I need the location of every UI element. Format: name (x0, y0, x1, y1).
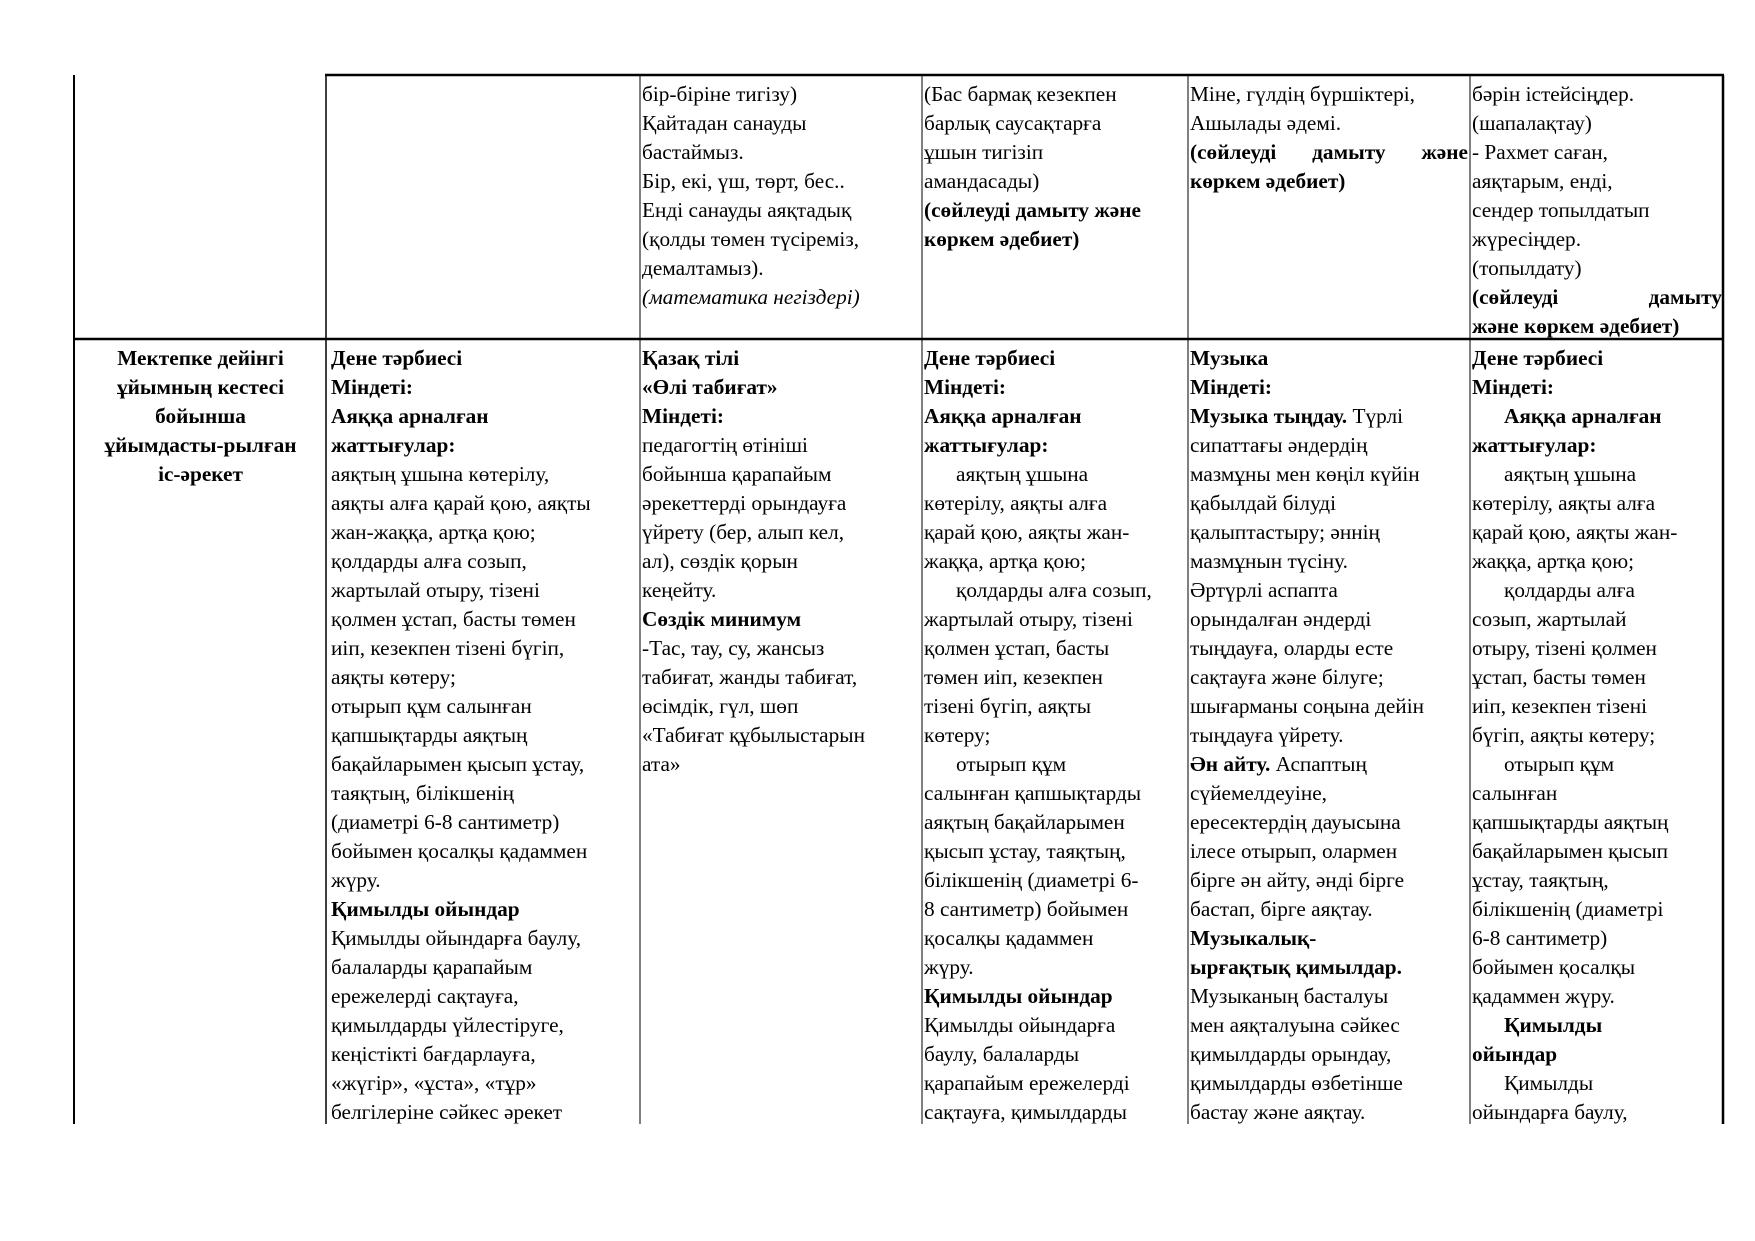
cell-line: бастап, бірге аяқтау. (1190, 897, 1373, 921)
cell-line: ұстау, таяқтың, (1472, 868, 1609, 892)
cell-line: Ашылады әдемі. (1190, 111, 1342, 135)
cell-line: бойынша (155, 404, 246, 428)
cell-line: Міндеті: (331, 375, 413, 399)
cell-line: қарапайым ережелерді (924, 1071, 1130, 1095)
cell-line: қадаммен жүру. (1472, 984, 1615, 1008)
cell-line: білікшенің (диаметрі 6- (924, 868, 1139, 892)
cell-line: аяқтың бақайларымен (924, 810, 1125, 834)
cell-line: балаларды қарапайым (331, 955, 533, 979)
cell-line: (қолды төмен түсіреміз, (642, 227, 860, 251)
cell-line: Музыканың басталуы (1190, 984, 1389, 1008)
cell-text-run: Ән айту. (1190, 752, 1271, 776)
cell-line: кеңістікті бағдарлауға, (331, 1042, 536, 1066)
cell-text-run: Түрлі (1347, 404, 1404, 428)
cell-line: аяқтың ұшына (1504, 462, 1637, 486)
cell-line: үйрету (бер, алып кел, (642, 520, 845, 544)
cell-line: бірге ән айту, әнді бірге (1190, 868, 1405, 892)
cell-line: (математика негіздері) (642, 285, 860, 309)
cell-line: 6-8 сантиметр) (1472, 926, 1608, 950)
cell-line: Дене тәрбиесі (331, 346, 463, 370)
cell-line: Қимылды (1504, 1013, 1603, 1037)
cell-line: бүгіп, аяқты көтеру; (1472, 723, 1656, 747)
cell-line: жан-жаққа, артқа қою; (331, 520, 536, 544)
cell-line: Бір, екі, үш, төрт, бес.. (642, 169, 845, 193)
cell-line: «Өлі табиғат» (642, 375, 778, 399)
cell-line: тыңдауға, оларды есте (1190, 636, 1394, 660)
cell-line: аяқтың ұшына көтерілу, (331, 462, 550, 486)
cell-line: ал), сөздік қорын (642, 549, 798, 573)
cell-line: қапшықтарды аяқтың (1472, 810, 1669, 834)
cell-line: тізені бүгіп, аяқты (924, 694, 1092, 718)
cell-line: сақтауға және білуге; (1190, 665, 1384, 689)
cell-line: орындалған әндерді (1190, 607, 1372, 631)
cell-line: баулу, балаларды (924, 1042, 1080, 1066)
cell-line: қолмен ұстап, басты (924, 636, 1110, 660)
cell-line: Аяққа арналған (1504, 404, 1662, 428)
cell-row1-col2 (642, 80, 917, 312)
cell-line: қалыптастыру; әннің (1190, 520, 1380, 544)
cell-line (1190, 750, 1468, 779)
cell-line: сақтауға, қимылдарды (924, 1100, 1127, 1124)
cell-line: жартылай отыру, тізені (331, 578, 540, 602)
cell-word: дамыту (1648, 285, 1722, 309)
cell-line: қосалқы қадаммен (924, 926, 1094, 950)
cell-line: бақайларымен қысып (1472, 839, 1668, 863)
cell-line: жүру. (924, 955, 974, 979)
cell-line: бастау және аяқтау. (1190, 1100, 1366, 1124)
cell-line: - Рахмет саған, (1472, 140, 1608, 164)
cell-line: белгілеріне сәйкес әрекет (331, 1100, 563, 1124)
cell-line: өсімдік, гүл, шөп (642, 694, 799, 718)
cell-line: көркем әдебиет) (1190, 169, 1346, 193)
cell-word: (сөйлеуді (1190, 140, 1277, 164)
cell-row2-col4 (1190, 344, 1468, 1127)
cell-line: табиғат, жанды табиғат, (642, 665, 858, 689)
cell-line: сендер топылдатып (1472, 198, 1650, 222)
cell-line: аяқтарым, енді, (1472, 169, 1613, 193)
cell-line: тыңдауға үйрету. (1190, 723, 1344, 747)
cell-line: сүйемелдеуіне, (1190, 781, 1328, 805)
cell-word: және (1421, 140, 1468, 164)
cell-line: аяқты алға қарай қою, аяқты (331, 491, 591, 515)
cell-line: таяқтың, білікшенің (331, 781, 515, 805)
cell-line: қарай қою, аяқты жан- (924, 520, 1130, 544)
cell-line: созып, жартылай (1472, 607, 1627, 631)
cell-row2-col1 (331, 344, 639, 1127)
cell-line: (топылдату) (1472, 256, 1582, 280)
cell-line: жаққа, артқа қою; (924, 549, 1087, 573)
cell-line: Дене тәрбиесі (924, 346, 1056, 370)
cell-line: Қимылды ойындарға (924, 1013, 1116, 1037)
cell-line: отырып құм салынған (331, 694, 532, 718)
cell-line: педагогтің өтініші (642, 433, 808, 457)
cell-line: Міндеті: (924, 375, 1006, 399)
cell-line: қарай қою, аяқты жан- (1472, 520, 1678, 544)
cell-line: Қимылды (1504, 1071, 1594, 1095)
cell-row2-col2 (642, 344, 920, 779)
cell-line: ұйымның кестесі (117, 375, 284, 399)
cell-line: көтерілу, аяқты алға (1472, 491, 1656, 515)
cell-line: қолмен ұстап, басты төмен (331, 607, 576, 631)
cell-row2-col0 (78, 344, 323, 489)
cell-line: жартылай отыру, тізені (924, 607, 1133, 631)
cell-word: дамыту (1312, 140, 1386, 164)
cell-line: (сөйлеуді дамыту және (924, 198, 1141, 222)
cell-line: ережелерді сақтауға, (331, 984, 519, 1008)
cell-line: ұйымдасты-рылған (104, 433, 297, 457)
cell-line: Қимылды ойындарға баулу, (331, 926, 582, 950)
cell-line: салынған қапшықтарды (924, 781, 1142, 805)
cell-line: амандасады) (924, 169, 1040, 193)
cell-line: бір-біріне тигізу) (642, 82, 798, 106)
cell-text-run: Аспаптың (1270, 752, 1367, 776)
cell-line: ұшын тигізіп (924, 140, 1044, 164)
cell-line: бастаймыз. (642, 140, 744, 164)
cell-line: отырып құм (1504, 752, 1615, 776)
cell-line: әрекеттерді орындауға (642, 491, 847, 515)
cell-line: ұстап, басты төмен (1472, 665, 1646, 689)
cell-line: Міндеті: (642, 404, 724, 428)
cell-line: «Табиғат құбылыстарын (642, 723, 865, 747)
cell-line: бойымен қосалқы қадаммен (331, 839, 588, 863)
cell-line: аяқтың ұшына (956, 462, 1089, 486)
cell-line: (Бас бармақ кезекпен (924, 82, 1117, 106)
cell-line: Қимылды ойындар (331, 897, 520, 921)
cell-line: Мектепке дейінгі (117, 346, 284, 370)
cell-line: иіп, кезекпен тізені бүгіп, (331, 636, 565, 660)
cell-line: «жүгір», «ұста», «тұр» (331, 1071, 537, 1095)
cell-line: салынған (1472, 781, 1558, 805)
cell-line: жүресіңдер. (1472, 227, 1582, 251)
cell-line: Енді санауды аяқтадық (642, 198, 852, 222)
cell-line: (шапалақтау) (1472, 111, 1592, 135)
cell-line: Дене тәрбиесі (1472, 346, 1604, 370)
cell-line: бойынша қарапайым (642, 462, 832, 486)
cell-line: қимылдарды үйлестіруге, (331, 1013, 564, 1037)
cell-line: кеңейту. (642, 578, 717, 602)
cell-line: қолдарды алға созып, (956, 578, 1152, 602)
cell-line: көтеру; (924, 723, 991, 747)
cell-line: Қимылды ойындар (924, 984, 1113, 1008)
cell-line: отырып құм (956, 752, 1067, 776)
cell-row1-col5 (1472, 80, 1722, 341)
cell-line: Аяққа арналған (331, 404, 489, 428)
cell-text-run: Музыка тыңдау. (1190, 404, 1348, 428)
cell-line: қолдарды алға созып, (331, 549, 527, 573)
cell-line: сипаттағы әндердің (1190, 433, 1368, 457)
cell-line: Музыкалық- (1190, 926, 1317, 950)
cell-line: Аяққа арналған (924, 404, 1082, 428)
cell-row2-col3 (924, 344, 1186, 1127)
cell-line: және көркем әдебиет) (1472, 314, 1680, 338)
cell-line: мен аяқталуына сәйкес (1190, 1013, 1400, 1037)
cell-line: Міндеті: (1190, 375, 1272, 399)
cell-line: жаттығулар: (1472, 433, 1597, 457)
cell-line: қапшықтарды аяқтың (331, 723, 528, 747)
cell-word: (сөйлеуді (1472, 285, 1559, 309)
cell-line: Міне, гүлдің бүршіктері, (1190, 82, 1416, 106)
cell-line (1190, 138, 1468, 167)
cell-line (1472, 283, 1722, 312)
cell-line: қысып ұстау, таяқтың, (924, 839, 1126, 863)
cell-line: іс-әрекет (158, 462, 243, 486)
cell-line: бәрін істейсіңдер. (1472, 82, 1635, 106)
cell-line: бақайларымен қысып ұстау, (331, 752, 585, 776)
cell-line: иіп, кезекпен тізені (1472, 694, 1648, 718)
cell-line: Қайтадан санауды (642, 111, 807, 135)
cell-line: жаққа, артқа қою; (1472, 549, 1635, 573)
cell-line: ойындар (1472, 1042, 1558, 1066)
cell-line: (диаметрі 6-8 сантиметр) (331, 810, 560, 834)
cell-line: аяқты көтеру; (331, 665, 456, 689)
cell-line: шығарманы соңына дейін (1190, 694, 1425, 718)
cell-line: қолдарды алға (1504, 578, 1635, 602)
cell-line: Музыка (1190, 346, 1269, 370)
cell-line: мазмұны мен көңіл күйін (1190, 462, 1420, 486)
cell-line: демалтамыз). (642, 256, 764, 280)
cell-line: отыру, тізені қолмен (1472, 636, 1657, 660)
cell-line: мазмұнын түсіну. (1190, 549, 1349, 573)
cell-line: ойындарға баулу, (1472, 1100, 1628, 1124)
cell-line: ата» (642, 752, 681, 776)
cell-line: ересектердің дауысына (1190, 810, 1401, 834)
cell-line: Қазақ тілі (642, 346, 740, 370)
cell-line (1190, 402, 1468, 431)
cell-row2-col5 (1472, 344, 1722, 1127)
cell-line: қимылдарды өзбетінше (1190, 1071, 1403, 1095)
cell-row1-col4 (1190, 80, 1468, 196)
cell-line: көтерілу, аяқты алға (924, 491, 1108, 515)
cell-line: қимылдарды орындау, (1190, 1042, 1392, 1066)
cell-line: жүру. (331, 868, 381, 892)
cell-line: білікшенің (диаметрі (1472, 897, 1664, 921)
cell-line: 8 сантиметр) бойымен (924, 897, 1129, 921)
cell-line: жаттығулар: (331, 433, 456, 457)
cell-line: қабылдай білуді (1190, 491, 1337, 515)
cell-line: Сөздік минимум (642, 607, 802, 631)
cell-line: -Тас, тау, су, жансыз (642, 636, 825, 660)
cell-line: төмен иіп, кезекпен (924, 665, 1103, 689)
cell-line: ырғақтық қимылдар. (1190, 955, 1402, 979)
cell-line: Міндеті: (1472, 375, 1554, 399)
cell-line: барлық саусақтарға (924, 111, 1102, 135)
cell-line: Әртүрлі аспапта (1190, 578, 1338, 602)
cell-line: ілесе отырып, олармен (1190, 839, 1398, 863)
cell-line: бойымен қосалқы (1472, 955, 1636, 979)
cell-line: жаттығулар: (924, 433, 1049, 457)
cell-line: көркем әдебиет) (924, 227, 1080, 251)
cell-row1-col3 (924, 80, 1186, 254)
